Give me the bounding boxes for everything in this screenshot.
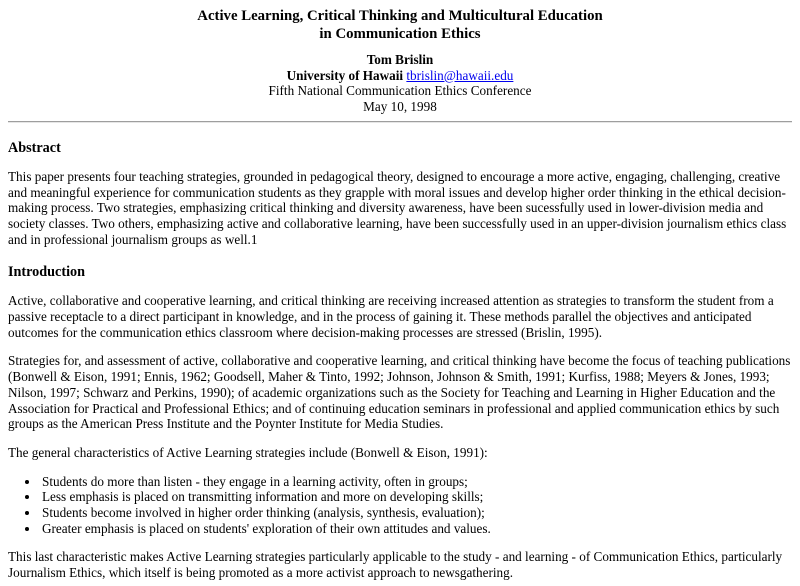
abstract-text: This paper presents four teaching strategies, grounded in pedagogical theory, designed to encourage a more active, engaging, challenging, creative and meaningful experience for communication students as they grapple with moral issues and develop higher order thinking in the ethical decision-making process. Two strategies, emphasizing critical thinking and diversity awareness, have been sucessfully used in lower-division media and society classes. Two others, emphasizing active and collaborative learning, have been successfully used in an upper-division journalism ethics class and in professional journalism groups as well.1 bbox=[8, 168, 787, 247]
divider bbox=[8, 121, 792, 123]
list-item: • Greater emphasis is placed on students' exploration of their own attitudes and values. bbox=[40, 521, 792, 537]
title-line-1: Active Learning, Critical Thinking and Multicultural Education bbox=[197, 8, 603, 24]
conference-date: May 10, 1998 bbox=[363, 99, 437, 115]
author-name: Tom Brislin bbox=[366, 52, 434, 67]
affiliation-line bbox=[8, 68, 792, 84]
introduction-paragraph-1: Active, collaborative and cooperative learning, and critical thinking are receiving increased attention as strategies to transform the student from a passive receptacle to a direct participant in knowledge, and in the process of gaining it. These methods parallel the objectives and anticipated outcomes for the communication ethics classroom where decision-making processes are stressed (Brislin, 1995). bbox=[8, 293, 774, 340]
abstract-heading: Abstract bbox=[8, 139, 61, 156]
conference-name: Fifth National Communication Ethics Conference bbox=[268, 83, 532, 99]
affiliation: University of Hawaii bbox=[286, 67, 404, 83]
list-item: • Students do more than listen - they engage in a learning activity, often in groups; bbox=[40, 474, 792, 490]
introduction-paragraph-3: The general characteristics of Active Learning strategies include (Bonwell & Eison, 1991): bbox=[8, 444, 488, 460]
byline-block bbox=[8, 52, 792, 115]
email-link[interactable]: tbrislin@hawaii.edu bbox=[406, 67, 514, 83]
list-item: • Less emphasis is placed on transmitting information and more on developing skills; bbox=[40, 489, 792, 505]
title-line-2: in Communication Ethics bbox=[319, 25, 481, 42]
introduction-paragraph-2: Strategies for, and assessment of active, collaborative and cooperative learning, and critical thinking have become the focus of teaching publications (Bonwell & Eison, 1991; Ennis, 1962; Goodsell, Maher & Tinto, 1992; Johnson, Johnson & Smith, 1991; Kurfiss, 1988; Meyers & Jones, 1993; Nilson, 1997; Schwarz and Perkins, 1990); of academic organizations such as the Society for Teaching and Learning in Higher Education and the Association for Practical and Professional Ethics; and of continuing education seminars in professional and applied communication ethics by such groups as the American Press Institute and the Poynter Institute for Media Studies. bbox=[8, 353, 791, 432]
page-title bbox=[8, 8, 792, 43]
list-item: • Students become involved in higher order thinking (analysis, synthesis, evaluation); bbox=[40, 505, 792, 521]
closing-paragraph: This last characteristic makes Active Learning strategies particularly applicable to the study - and learning - of Communication Ethics, particularly Journalism Ethics, which itself is being promoted as a more activist approach to newsgathering. bbox=[8, 549, 783, 581]
active-learning-characteristics-list bbox=[8, 474, 792, 537]
introduction-heading: Introduction bbox=[8, 264, 85, 281]
document-header bbox=[8, 8, 792, 115]
